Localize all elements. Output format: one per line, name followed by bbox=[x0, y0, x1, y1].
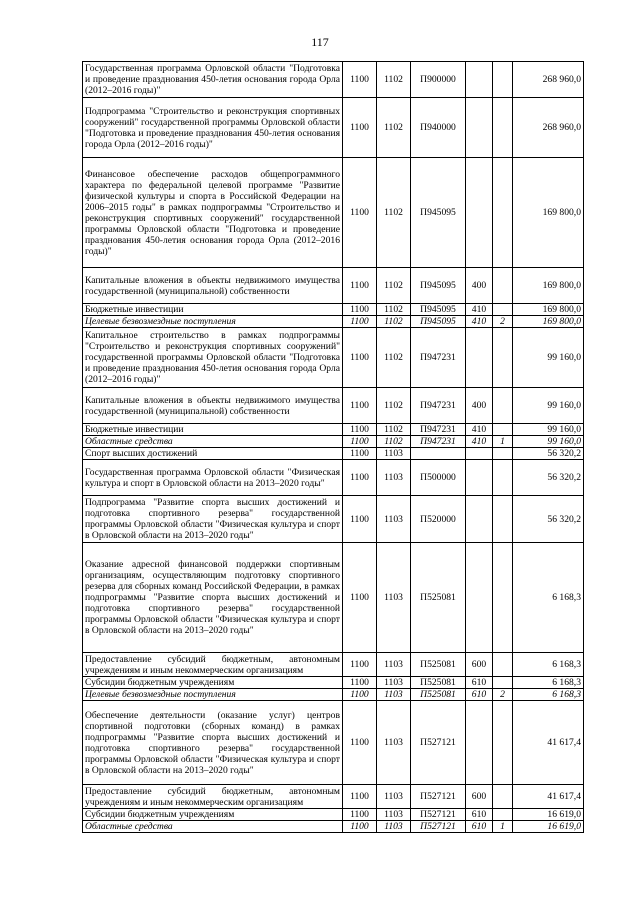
amount: 99 160,0 bbox=[513, 436, 584, 448]
subsection-code: 1102 bbox=[377, 158, 411, 268]
row-name: Субсидии бюджетным учреждениям bbox=[83, 677, 343, 689]
funding-source-code: 1 bbox=[493, 436, 513, 448]
section-code: 1100 bbox=[343, 158, 377, 268]
section-code: 1100 bbox=[343, 448, 377, 460]
funding-source-code bbox=[493, 785, 513, 809]
subsection-code: 1102 bbox=[377, 436, 411, 448]
funding-source-code bbox=[493, 158, 513, 268]
target-article-code: П900000 bbox=[411, 62, 466, 98]
funding-source-code bbox=[493, 304, 513, 316]
funding-source-code bbox=[493, 98, 513, 158]
target-article-code: П947231 bbox=[411, 388, 466, 424]
amount: 169 800,0 bbox=[513, 316, 584, 328]
amount: 268 960,0 bbox=[513, 98, 584, 158]
expense-type-code bbox=[466, 448, 493, 460]
amount: 6 168,3 bbox=[513, 653, 584, 677]
amount: 41 617,4 bbox=[513, 701, 584, 785]
table-row bbox=[83, 328, 584, 388]
row-name: Бюджетные инвестиции bbox=[83, 304, 343, 316]
funding-source-code bbox=[493, 388, 513, 424]
subsection-code: 1102 bbox=[377, 268, 411, 304]
amount: 169 800,0 bbox=[513, 304, 584, 316]
table-row bbox=[83, 543, 584, 653]
subsection-code: 1102 bbox=[377, 388, 411, 424]
expense-type-code bbox=[466, 62, 493, 98]
target-article-code: П525081 bbox=[411, 689, 466, 701]
table-row bbox=[83, 460, 584, 496]
target-article-code: П945095 bbox=[411, 316, 466, 328]
row-name: Целевые безвозмездные поступления bbox=[83, 689, 343, 701]
expense-type-code bbox=[466, 496, 493, 543]
expense-type-code: 610 bbox=[466, 809, 493, 821]
amount: 99 160,0 bbox=[513, 388, 584, 424]
funding-source-code bbox=[493, 543, 513, 653]
subsection-code: 1103 bbox=[377, 677, 411, 689]
table-row bbox=[83, 316, 584, 328]
section-code: 1100 bbox=[343, 268, 377, 304]
funding-source-code bbox=[493, 809, 513, 821]
amount: 6 168,3 bbox=[513, 677, 584, 689]
row-name: Государственная программа Орловской области "Подготовка и проведение празднования 450-летия основания города Орла (2012–2016 годы)" bbox=[83, 62, 343, 98]
target-article-code: П940000 bbox=[411, 98, 466, 158]
expense-type-code bbox=[466, 543, 493, 653]
expense-type-code: 610 bbox=[466, 821, 493, 833]
row-name: Предоставление субсидий бюджетным, автономным учреждениям и иным некоммерческим организациям bbox=[83, 785, 343, 809]
section-code: 1100 bbox=[343, 689, 377, 701]
row-name: Подпрограмма "Развитие спорта высших достижений и подготовка спортивного резерва" государственной программы Орловской области "Физическая культура и спорт в Орловской области на 2013–2020 годы" bbox=[83, 496, 343, 543]
target-article-code: П947231 bbox=[411, 424, 466, 436]
section-code: 1100 bbox=[343, 785, 377, 809]
target-article-code: П945095 bbox=[411, 304, 466, 316]
table-row bbox=[83, 268, 584, 304]
amount: 56 320,2 bbox=[513, 460, 584, 496]
row-name: Целевые безвозмездные поступления bbox=[83, 316, 343, 328]
expense-type-code bbox=[466, 328, 493, 388]
funding-source-code bbox=[493, 496, 513, 543]
amount: 6 168,3 bbox=[513, 689, 584, 701]
funding-source-code bbox=[493, 424, 513, 436]
target-article-code: П500000 bbox=[411, 460, 466, 496]
target-article-code: П520000 bbox=[411, 496, 466, 543]
expense-type-code: 600 bbox=[466, 653, 493, 677]
section-code: 1100 bbox=[343, 543, 377, 653]
table-row bbox=[83, 304, 584, 316]
target-article-code bbox=[411, 448, 466, 460]
amount: 56 320,2 bbox=[513, 496, 584, 543]
expense-type-code: 410 bbox=[466, 316, 493, 328]
funding-source-code bbox=[493, 448, 513, 460]
target-article-code: П947231 bbox=[411, 328, 466, 388]
subsection-code: 1102 bbox=[377, 304, 411, 316]
expense-type-code: 410 bbox=[466, 436, 493, 448]
section-code: 1100 bbox=[343, 809, 377, 821]
budget-table-body bbox=[83, 62, 584, 833]
subsection-code: 1103 bbox=[377, 809, 411, 821]
amount: 99 160,0 bbox=[513, 328, 584, 388]
subsection-code: 1103 bbox=[377, 448, 411, 460]
section-code: 1100 bbox=[343, 821, 377, 833]
section-code: 1100 bbox=[343, 328, 377, 388]
funding-source-code bbox=[493, 62, 513, 98]
row-name: Спорт высших достижений bbox=[83, 448, 343, 460]
table-row bbox=[83, 689, 584, 701]
section-code: 1100 bbox=[343, 436, 377, 448]
subsection-code: 1102 bbox=[377, 424, 411, 436]
section-code: 1100 bbox=[343, 316, 377, 328]
target-article-code: П527121 bbox=[411, 701, 466, 785]
subsection-code: 1102 bbox=[377, 62, 411, 98]
row-name: Оказание адресной финансовой поддержки спортивным организациям, осуществляющим подготовку спортивного резерва для сборных команд Российской Федерации, в рамках подпрограммы "Развитие спорта высших достижений и подготовка спортивного резерва" государственной программы Орловской области "Физическая культура и спорт в Орловской области на 2013–2020 годы" bbox=[83, 543, 343, 653]
row-name: Областные средства bbox=[83, 821, 343, 833]
row-name: Финансовое обеспечение расходов общепрограммного характера по федеральной целевой программе "Развитие физической культуры и спорта в Российской Федерации на 2006–2015 годы" в рамках подпрограммы "Строительство и реконструкция спортивных сооружений" государственной программы Орловской области "Подготовка и проведение празднования 450-летия основания города Орла (2012–2016 годы)" bbox=[83, 158, 343, 268]
target-article-code: П527121 bbox=[411, 809, 466, 821]
funding-source-code: 1 bbox=[493, 821, 513, 833]
row-name: Капитальные вложения в объекты недвижимого имущества государственной (муниципальной) собственности bbox=[83, 268, 343, 304]
funding-source-code: 2 bbox=[493, 316, 513, 328]
amount: 99 160,0 bbox=[513, 424, 584, 436]
section-code: 1100 bbox=[343, 496, 377, 543]
expense-type-code: 400 bbox=[466, 268, 493, 304]
target-article-code: П525081 bbox=[411, 543, 466, 653]
amount: 41 617,4 bbox=[513, 785, 584, 809]
expense-type-code bbox=[466, 158, 493, 268]
row-name: Капитальные вложения в объекты недвижимого имущества государственной (муниципальной) собственности bbox=[83, 388, 343, 424]
funding-source-code: 2 bbox=[493, 689, 513, 701]
row-name: Капитальное строительство в рамках подпрограммы "Строительство и реконструкция спортивных сооружений" государственной программы Орловской области "Подготовка и проведение празднования 450-летия основания города Орла (2012–2016 годы)" bbox=[83, 328, 343, 388]
target-article-code: П527121 bbox=[411, 821, 466, 833]
amount: 16 619,0 bbox=[513, 821, 584, 833]
amount: 268 960,0 bbox=[513, 62, 584, 98]
table-row bbox=[83, 62, 584, 98]
amount: 16 619,0 bbox=[513, 809, 584, 821]
table-row bbox=[83, 496, 584, 543]
expense-type-code: 610 bbox=[466, 677, 493, 689]
row-name: Субсидии бюджетным учреждениям bbox=[83, 809, 343, 821]
subsection-code: 1102 bbox=[377, 328, 411, 388]
subsection-code: 1103 bbox=[377, 653, 411, 677]
section-code: 1100 bbox=[343, 304, 377, 316]
expense-type-code: 600 bbox=[466, 785, 493, 809]
table-row bbox=[83, 785, 584, 809]
subsection-code: 1103 bbox=[377, 701, 411, 785]
page-number: 117 bbox=[311, 35, 329, 49]
row-name: Государственная программа Орловской области "Физическая культура и спорт в Орловской области на 2013–2020 годы" bbox=[83, 460, 343, 496]
subsection-code: 1103 bbox=[377, 689, 411, 701]
funding-source-code bbox=[493, 268, 513, 304]
expense-type-code bbox=[466, 460, 493, 496]
section-code: 1100 bbox=[343, 62, 377, 98]
funding-source-code bbox=[493, 460, 513, 496]
funding-source-code bbox=[493, 701, 513, 785]
amount: 56 320,2 bbox=[513, 448, 584, 460]
section-code: 1100 bbox=[343, 701, 377, 785]
expense-type-code: 410 bbox=[466, 424, 493, 436]
target-article-code: П525081 bbox=[411, 677, 466, 689]
target-article-code: П947231 bbox=[411, 436, 466, 448]
expense-type-code: 400 bbox=[466, 388, 493, 424]
amount: 169 800,0 bbox=[513, 268, 584, 304]
target-article-code: П945095 bbox=[411, 268, 466, 304]
expense-type-code bbox=[466, 701, 493, 785]
subsection-code: 1103 bbox=[377, 785, 411, 809]
target-article-code: П945095 bbox=[411, 158, 466, 268]
table-row bbox=[83, 424, 584, 436]
table-row bbox=[83, 821, 584, 833]
subsection-code: 1103 bbox=[377, 543, 411, 653]
funding-source-code bbox=[493, 328, 513, 388]
funding-source-code bbox=[493, 677, 513, 689]
table-row bbox=[83, 388, 584, 424]
table-row bbox=[83, 701, 584, 785]
subsection-code: 1102 bbox=[377, 98, 411, 158]
table-row bbox=[83, 677, 584, 689]
budget-table bbox=[82, 61, 584, 833]
table-row bbox=[83, 436, 584, 448]
funding-source-code bbox=[493, 653, 513, 677]
amount: 169 800,0 bbox=[513, 158, 584, 268]
subsection-code: 1103 bbox=[377, 460, 411, 496]
section-code: 1100 bbox=[343, 677, 377, 689]
row-name: Обеспечение деятельности (оказание услуг) центров спортивной подготовки (сборных команд) в рамках подпрограммы "Развитие спорта высших достижений и подготовка спортивного резерва" государственной программы Орловской области "Физическая культура и спорт в Орловской области на 2013–2020 годы" bbox=[83, 701, 343, 785]
row-name: Бюджетные инвестиции bbox=[83, 424, 343, 436]
section-code: 1100 bbox=[343, 460, 377, 496]
expense-type-code bbox=[466, 98, 493, 158]
amount: 6 168,3 bbox=[513, 543, 584, 653]
subsection-code: 1103 bbox=[377, 821, 411, 833]
subsection-code: 1103 bbox=[377, 496, 411, 543]
target-article-code: П525081 bbox=[411, 653, 466, 677]
expense-type-code: 610 bbox=[466, 689, 493, 701]
section-code: 1100 bbox=[343, 653, 377, 677]
table-row bbox=[83, 653, 584, 677]
table-row bbox=[83, 98, 584, 158]
table-row bbox=[83, 809, 584, 821]
target-article-code: П527121 bbox=[411, 785, 466, 809]
expense-type-code: 410 bbox=[466, 304, 493, 316]
table-row bbox=[83, 448, 584, 460]
section-code: 1100 bbox=[343, 98, 377, 158]
subsection-code: 1102 bbox=[377, 316, 411, 328]
row-name: Предоставление субсидий бюджетным, автономным учреждениям и иным некоммерческим организациям bbox=[83, 653, 343, 677]
section-code: 1100 bbox=[343, 388, 377, 424]
section-code: 1100 bbox=[343, 424, 377, 436]
row-name: Подпрограмма "Строительство и реконструкция спортивных сооружений" государственной программы Орловской области "Подготовка и проведение празднования 450-летия основания города Орла (2012–2016 годы)" bbox=[83, 98, 343, 158]
table-row bbox=[83, 158, 584, 268]
row-name: Областные средства bbox=[83, 436, 343, 448]
